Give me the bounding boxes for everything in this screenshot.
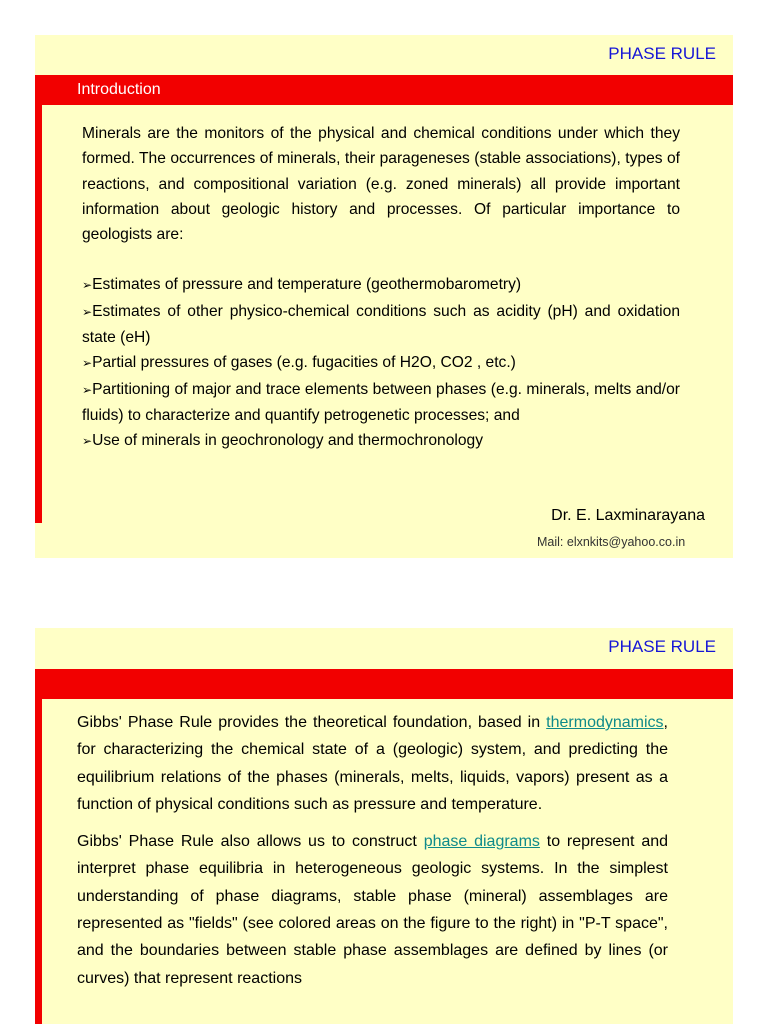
author-name: Dr. E. Laxminarayana: [551, 507, 705, 524]
bullet-list: [82, 272, 680, 454]
red-side-accent: [35, 75, 42, 523]
arrow-bullet-icon: ➢: [82, 356, 93, 371]
bullet-item: ➢Estimates of pressure and temperature (geothermobarometry): [82, 276, 522, 294]
slide-introduction: [35, 35, 733, 558]
bullet-item: ➢Partial pressures of gases (e.g. fugacities of H2O, CO2 , etc.): [82, 354, 516, 372]
slide-body: [77, 709, 668, 1002]
bullet-item: ➢Use of minerals in geochronology and thermochronology: [82, 432, 483, 450]
arrow-bullet-icon: ➢: [82, 382, 93, 397]
slide-gibbs-phase-rule: [35, 628, 733, 1024]
paragraph-1: Gibbs' Phase Rule provides the theoretical foundation, based in thermodynamics, for characterizing the chemical state of a (geologic) system, and predicting the equilibrium relations of the phases (minerals, melts, liquids, vapors) present as a function of physical conditions such as pressure and temperature.: [77, 714, 668, 813]
thermodynamics-link[interactable]: thermodynamics: [546, 714, 664, 731]
paragraph-2: Gibbs' Phase Rule also allows us to construct phase diagrams to represent and interpret phase equilibria in heterogeneous geologic systems. In the simplest understanding of phase diagrams, stable phase (mineral) assemblages are represented as "fields" (see colored areas on the figure to the right) in "P-T space", and the boundaries between stable phase assemblages are defined by lines (or curves) that represent reactions: [77, 833, 669, 987]
phase-diagrams-link[interactable]: phase diagrams: [423, 833, 540, 851]
slide-title: PHASE RULE: [608, 637, 716, 656]
bullet-item: ➢Partitioning of major and trace elements between phases (e.g. minerals, melts and/or fluids) to characterize and quantify petrogenetic processes; and: [82, 380, 680, 424]
slide-title: PHASE RULE: [608, 44, 716, 63]
arrow-bullet-icon: ➢: [82, 434, 93, 449]
slide-body: [82, 121, 680, 455]
arrow-bullet-icon: ➢: [82, 278, 93, 293]
intro-paragraph: Minerals are the monitors of the physical and chemical conditions under which they formed. The occurrences of minerals, their parageneses (stable associations), types of reactions, and compositional variation (e.g. zoned minerals) all provide important information about geologic history and processes. Of particular importance to geologists are:: [82, 125, 680, 244]
red-side-accent: [35, 669, 42, 1024]
arrow-bullet-icon: ➢: [82, 304, 93, 319]
author-email: Mail: elxnkits@yahoo.co.in: [537, 535, 686, 549]
section-label: Introduction: [77, 81, 161, 98]
bullet-item: ➢Estimates of other physico-chemical conditions such as acidity (pH) and oxidation state (eH): [82, 302, 680, 347]
section-header-bar: [35, 669, 733, 699]
